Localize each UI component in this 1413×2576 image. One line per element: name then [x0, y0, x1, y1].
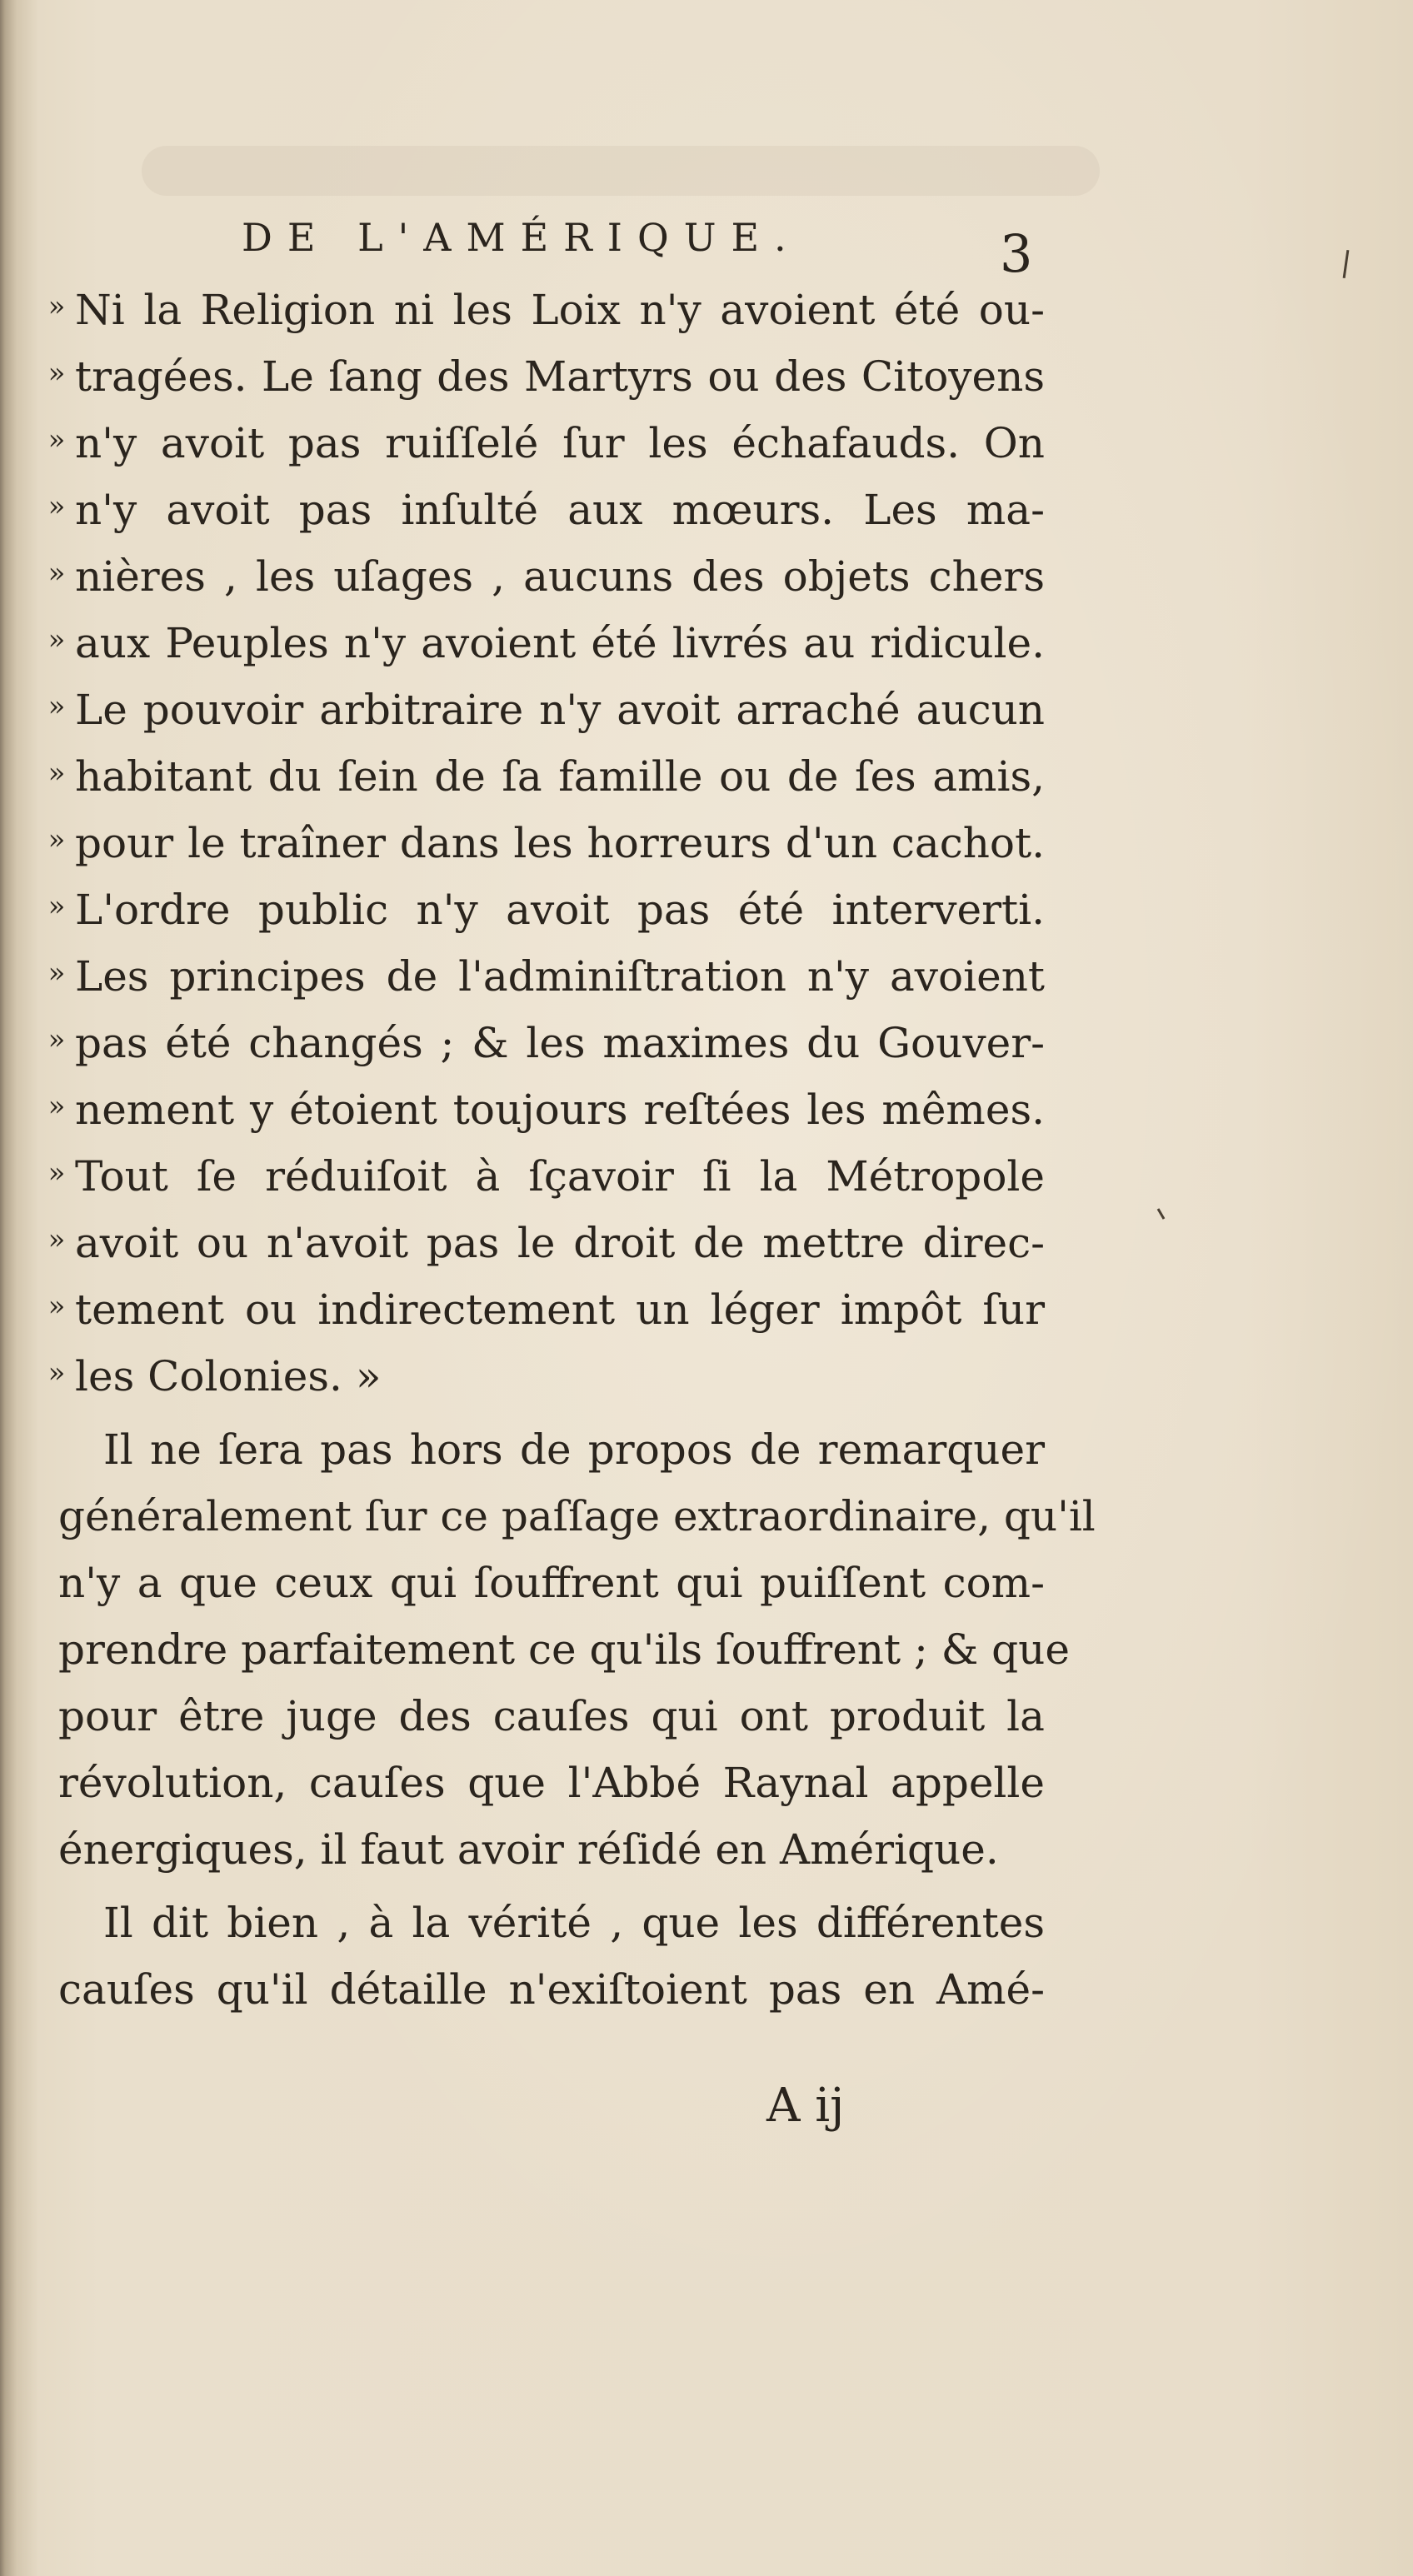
quote-mark: »: [47, 423, 66, 457]
quote-mark: »: [47, 557, 66, 590]
signature-mark: A ij: [766, 2079, 845, 2133]
paragraph-line-text: Il ne ſera pas hors de propos de remarquer: [103, 1425, 1045, 1474]
quote-mark: »: [47, 756, 66, 790]
paragraph-line-text: prendre parfaitement ce qu'ils ſouffrent ; & que: [58, 1625, 1070, 1674]
quoted-line-text: avoit ou n'avoit pas le droit de mettre direc-: [75, 1219, 1045, 1267]
quote-mark: »: [47, 623, 66, 656]
quote-mark: »: [47, 1290, 66, 1323]
quote-mark: »: [47, 1223, 66, 1256]
paragraph-line-text: généralement ſur ce paſſage extraordinaire, qu'il: [58, 1492, 1096, 1540]
paragraph-line-text: énergiques, il faut avoir réſidé en Amérique.: [58, 1825, 999, 1874]
quote-mark: »: [47, 1356, 66, 1390]
quoted-line-text: n'y avoit pas inſulté aux mœurs. Les ma-: [75, 486, 1045, 534]
quoted-line-text: Les principes de l'adminiſtration n'y avoient: [75, 952, 1045, 1001]
quoted-line-text: L'ordre public n'y avoit pas été interverti.: [75, 886, 1045, 934]
page-number: 3: [1000, 223, 1033, 284]
running-title: DE L'AMÉRIQUE.: [242, 215, 801, 260]
quote-mark: »: [47, 357, 66, 390]
paragraph-line-text: Il dit bien , à la vérité , que les différentes: [103, 1899, 1045, 1947]
quote-mark: »: [47, 690, 66, 723]
quote-mark: »: [47, 1156, 66, 1190]
quote-mark: »: [47, 490, 66, 523]
quote-mark: »: [47, 1090, 66, 1123]
paragraph-line-text: révolution, cauſes que l'Abbé Raynal appelle: [58, 1759, 1045, 1807]
quoted-line-text: Tout ſe réduiſoit à ſçavoir ſi la Métropole: [75, 1152, 1045, 1201]
paragraph-line-text: pour être juge des cauſes qui ont produit la: [58, 1692, 1045, 1740]
quoted-line-text: habitant du ſein de ſa famille ou de ſes amis,: [75, 752, 1045, 801]
quoted-line-text: nières , les uſages , aucuns des objets chers: [75, 552, 1045, 601]
quoted-line-text: tragées. Le ſang des Martyrs ou des Citoyens: [75, 352, 1045, 401]
quoted-line-text: tement ou indirectement un léger impôt ſur: [75, 1286, 1045, 1334]
paragraph-line-text: cauſes qu'il détaille n'exiſtoient pas en Amé-: [58, 1965, 1045, 2014]
quoted-line-text: pour le traîner dans les horreurs d'un cachot.: [75, 819, 1045, 867]
quoted-line-text: pas été changés ; & les maximes du Gouver-: [75, 1019, 1045, 1067]
quote-mark: »: [47, 890, 66, 923]
quote-mark: »: [47, 956, 66, 990]
quoted-line-text: Ni la Religion ni les Loix n'y avoient été ou-: [75, 286, 1045, 334]
quote-mark: »: [47, 290, 66, 323]
quoted-line-text: les Colonies. »: [75, 1352, 382, 1400]
quote-mark: »: [47, 823, 66, 856]
quoted-line-text: Le pouvoir arbitraire n'y avoit arraché aucun: [75, 686, 1045, 734]
quote-mark: »: [47, 1023, 66, 1056]
paragraph-line-text: n'y a que ceux qui ſouffrent qui puiſſent com-: [58, 1559, 1045, 1607]
quoted-line-text: n'y avoit pas ruiſſelé ſur les échafauds. On: [75, 419, 1045, 467]
quoted-line-text: aux Peuples n'y avoient été livrés au ridicule.: [75, 619, 1045, 667]
quoted-line-text: nement y étoient toujours reſtées les mêmes.: [75, 1086, 1045, 1134]
